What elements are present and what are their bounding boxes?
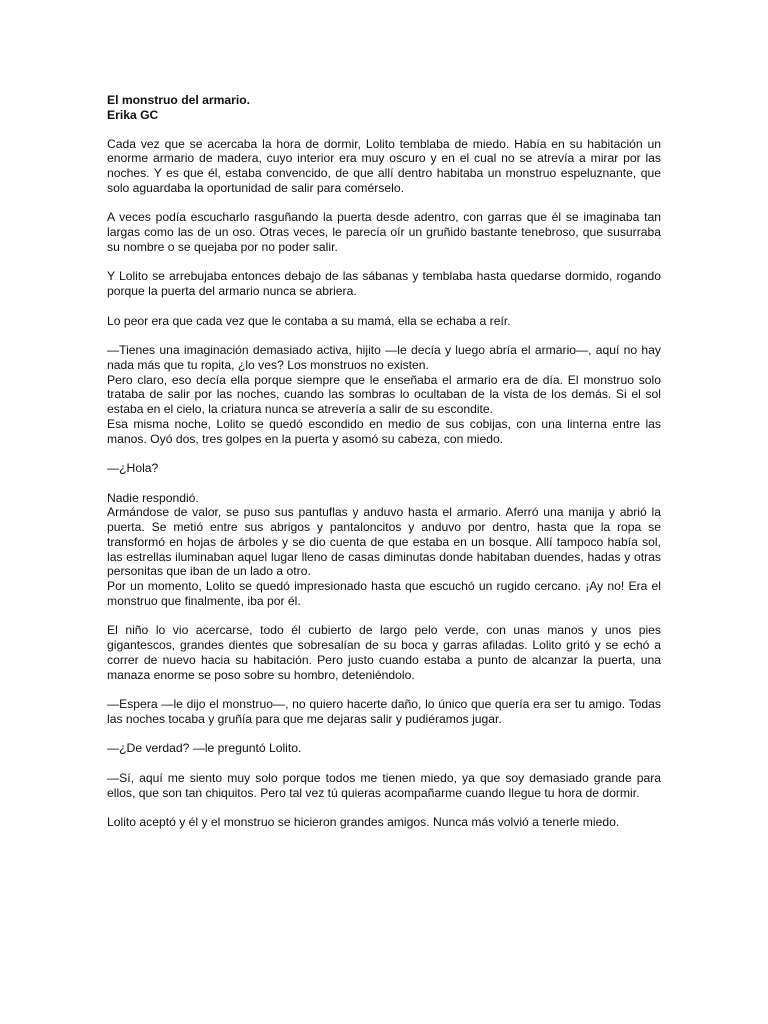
paragraph-3: Y Lolito se arrebujaba entonces debajo de las sábanas y temblaba hasta quedarse dormido, rogando porque la puerta del armario nunca se abriera. xyxy=(107,269,661,298)
paragraph-7: Esa misma noche, Lolito se quedó escondido en medio de sus cobijas, con una linterna entre las manos. Oyó dos, tres golpes en la puerta y asomó su cabeza, con miedo. xyxy=(107,416,661,446)
paragraph-13: —Espera —le dijo el monstruo—, no quiero hacerte daño, lo único que quería era ser tu amigo. Todas las noches tocaba y gruñía para que me dejaras salir y pudiéramos jugar. xyxy=(107,697,661,726)
paragraph-1: Cada vez que se acercaba la hora de dormir, Lolito temblaba de miedo. Había en su habitación un enorme armario de madera, cuyo interior era muy oscuro y en el cual no se atrevía a mirar por las noches. Y es que él, estaba convencido, de que allí dentro habitaba un monstruo espeluznante, que solo aguardaba la oportunidad de salir para comérselo. xyxy=(107,136,661,195)
paragraph-9: Nadie respondió. xyxy=(107,490,199,505)
document-body xyxy=(107,93,661,845)
paragraph-14: —¿De verdad? —le preguntó Lolito. xyxy=(107,741,302,756)
title-block xyxy=(107,93,661,123)
paragraph-12: El niño lo vio acercarse, todo él cubierto de largo pelo verde, con unas manos y unos pies gigantescos, grandes dientes que sobresalían de su boca y garras afiladas. Lolito gritó y se echó a correr de nuevo hacia su habitación. Pero justo cuando estaba a punto de alcanzar la puerta, una manaza enorme se poso sobre su hombro, deteniéndolo. xyxy=(107,623,661,682)
paragraph-16: Lolito aceptó y él y el monstruo se hicieron grandes amigos. Nunca más volvió a tenerle miedo. xyxy=(107,815,620,829)
paragraph-8: —¿Hola? xyxy=(107,461,159,475)
paragraph-6: Pero claro, eso decía ella porque siempre que le enseñaba el armario era de día. El monstruo solo trataba de salir por las noches, cuando las sombras lo ocultaban de la vista de los demás. Si el sol estaba en el cielo, la criatura nunca se atrevería a salir de su escondite. xyxy=(107,372,661,416)
paragraph-15: —Sí, aquí me siento muy solo porque todos me tienen miedo, ya que soy demasiado grande para ellos, que son tan chiquitos. Pero tal vez tú quieras acompañarme cuando llegue tu hora de dormir. xyxy=(107,770,661,800)
paragraph-5: —Tienes una imaginación demasiado activa, hijito —le decía y luego abría el armario—, aquí no hay nada más que tu ropita, ¿lo ves? Los monstruos no existen. xyxy=(107,343,661,372)
story-title: El monstruo del armario. xyxy=(107,93,251,107)
paragraph-2: A veces podía escucharlo rasguñando la puerta desde adentro, con garras que él se imaginaba tan largas como las de un oso. Otras veces, le parecía oír un gruñido bastante tenebroso, que susurraba su nombre o se quejaba por no poder salir. xyxy=(107,210,661,254)
story-author: Erika GC xyxy=(107,107,159,122)
paragraph-11: Por un momento, Lolito se quedó impresionado hasta que escuchó un rugido cercano. ¡Ay no! Era el monstruo que finalmente, iba por él. xyxy=(107,579,661,608)
paragraph-10: Armándose de valor, se puso sus pantuflas y anduvo hasta el armario. Aferró una manija y abrió la puerta. Se metió entre sus abrigos y pantaloncitos y anduvo por dentro, hasta que la ropa se transformó en hojas de árboles y se dio cuenta de que estaba en un bosque. Allí tampoco había sol, las estrellas iluminaban aquel lugar lleno de casas diminutas donde habitaban duendes, hadas y otras personitas que iban de un lado a otro. xyxy=(107,505,661,579)
paragraph-4: Lo peor era que cada vez que le contaba a su mamá, ella se echaba a reír. xyxy=(107,313,511,328)
